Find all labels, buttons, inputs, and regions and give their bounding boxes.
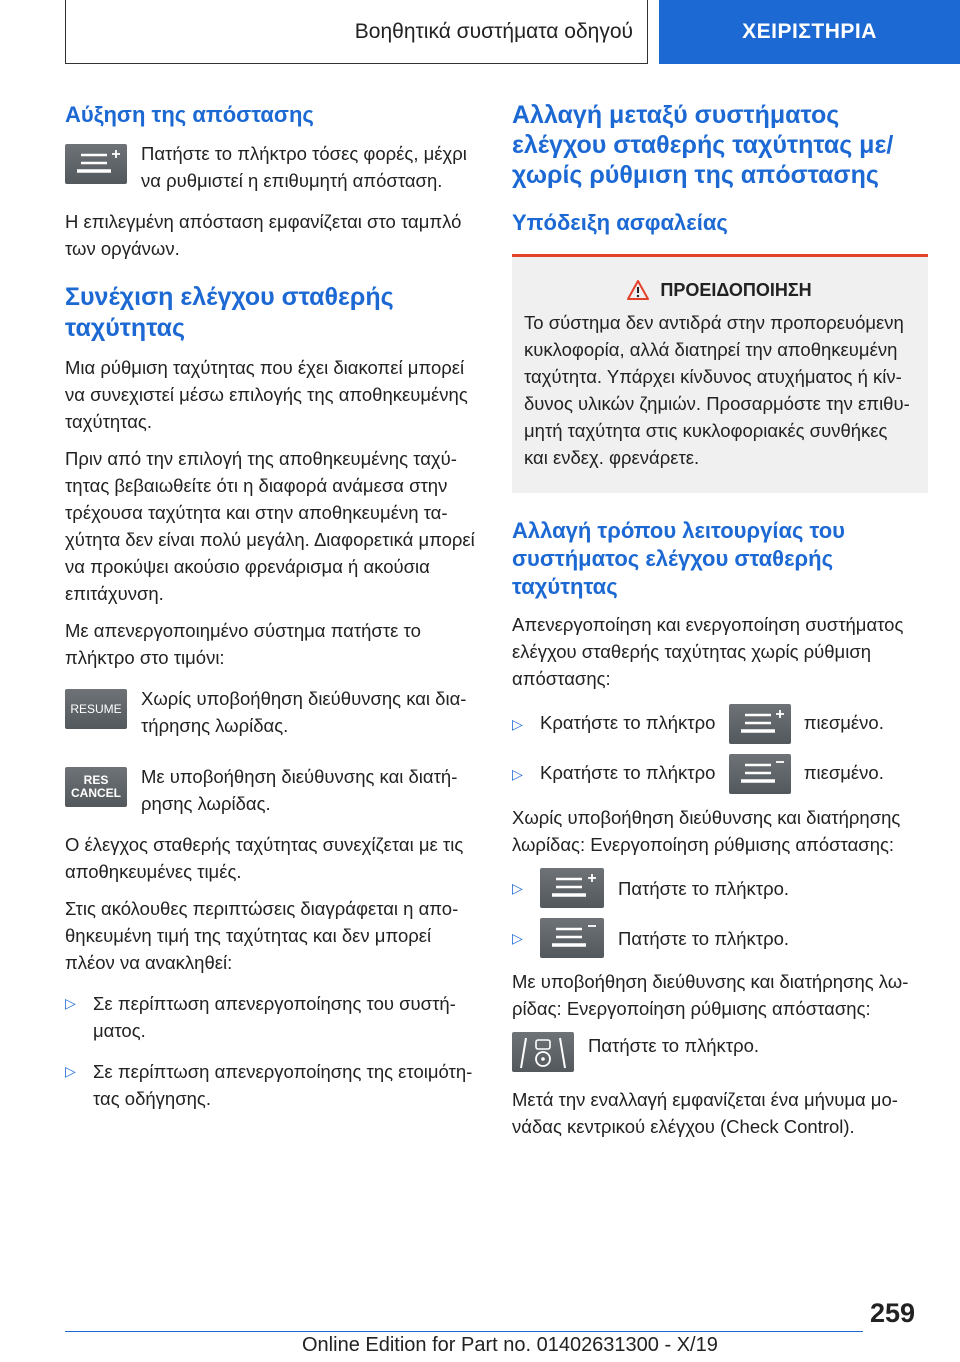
warning-text: Το σύστημα δεν αντιδρά στην προπορευόμενη κυκλοφορία, αλλά διατηρεί την αποθηκευμένη ταχύτητα. Υπάρχει κίνδυνος ατυχήματος ή κίνδυνος υλικών ζημιών. Προσαρμόστε την επιθυμητή ταχύτητα στις κυκλοφοριακές συνθήκες και ενδεχ. φρενάρετε.: [524, 312, 910, 468]
header-section-title: Βοηθητικά συστήματα οδηγού: [354, 19, 633, 43]
hold-suffix: πιεσμένο.: [803, 711, 884, 733]
distance-decrease-icon: [729, 754, 791, 794]
distance-decrease-icon: [540, 918, 604, 958]
page-number: 259: [870, 1298, 916, 1328]
continue-paragraph-1: Μια ρύθμιση ταχύτητας που έχει διακοπεί μπορεί να συνεχιστεί μέσω επιλογής της αποθηκευμένης ταχύτητας.: [65, 357, 468, 432]
resume-text: Χωρίς υποβοήθηση διεύθυνσης και διατήρησης λωρίδας.: [141, 688, 467, 736]
footer-divider: [65, 1331, 863, 1332]
distance-increase-icon: [540, 868, 604, 908]
continue-paragraph-3: Με απενεργοποιημένο σύστημα πατήστε το πλήκτρο στο τιμόνι:: [65, 620, 421, 668]
heading-increase-distance: Αύξηση της απόστασης: [65, 102, 314, 127]
warning-triangle-icon: [626, 279, 650, 301]
res-cancel-button-icon: [65, 767, 127, 807]
increase-text: Πατήστε το πλήκτρο τόσες φορές, μέχρι να ρυθμιστεί η επιθυμητή απόσταση.: [141, 143, 467, 191]
bullet-triangle-icon: ▷: [512, 715, 523, 732]
rescancel-key-line2: CANCEL: [71, 786, 121, 800]
steering-assist-row: [512, 1032, 928, 1072]
warning-title-row: [524, 279, 914, 301]
press-key-text: Πατήστε το πλήκτρο.: [618, 877, 790, 899]
hold-prefix: Κρατήστε το πλήκτρο: [540, 711, 716, 733]
list-item: [65, 990, 479, 1044]
list-item: [512, 704, 928, 744]
press-key-text: Πατήστε το πλήκτρο.: [618, 927, 790, 949]
rescancel-row: [65, 763, 479, 817]
after-change-text: Μετά την εναλλαγή εμφανίζεται ένα μήνυμα μονάδας κεντρικού ελέγχου (Check Control).: [512, 1089, 898, 1137]
left-column: [65, 100, 479, 1122]
without-assist-text: Χωρίς υποβοήθηση διεύθυνσης και διατήρησης λωρίδας: Ενεργοποίηση ρύθμισης απόστασης:: [512, 807, 901, 855]
heading-change-mode: Αλλαγή τρόπου λειτουργίας του συστήματος ελέγχου σταθερής ταχύτητας: [512, 518, 845, 599]
heading-safety-note: Υπόδειξη ασφαλείας: [512, 210, 728, 235]
mode-intro: Απενεργοποίηση και ενεργοποίηση συστήματος ελέγχου σταθερής ταχύτητας χωρίς ρύθμιση απόστασης:: [512, 614, 904, 689]
hold-suffix: πιεσμένο.: [803, 761, 884, 783]
rescancel-key-line1: RES: [83, 773, 109, 787]
header-chapter-tab: [659, 0, 960, 64]
resume-key-label: RESUME: [70, 701, 122, 716]
increase-row: [65, 140, 479, 194]
resume-button-icon: [65, 689, 127, 729]
warning-title: ΠΡΟΕΙΔΟΠΟΙΗΣΗ: [660, 279, 812, 300]
distance-increase-icon: [729, 704, 791, 744]
continue-paragraph-2: Πριν από την επιλογή της αποθηκευμένης ταχύτητας βεβαιωθείτε ότι η διαφορά ανάμεσα στην τρέχουσα ταχύτητα και στην αποθηκευμένη ταχύτητα δεν είναι πολύ μεγάλη. Διαφορετικά μπορεί να προκύψει ακούσιο φρενάρισμα ή ακούσια επιτάχυνση.: [65, 448, 475, 604]
header-chapter-title: ΧΕΙΡΙΣΤΗΡΙΑ: [742, 20, 877, 43]
continue-paragraph-5: Στις ακόλουθες περιπτώσεις διαγράφεται η αποθηκευμένη τιμή της ταχύτητας και δεν μπορεί πλέον να ανακληθεί:: [65, 898, 459, 973]
bullet-text: Σε περίπτωση απενεργοποίησης του συστήματος.: [93, 993, 456, 1041]
heading-continue-cruise: Συνέχιση ελέγχου σταθερής ταχύτητας: [65, 283, 394, 342]
right-column: [512, 100, 928, 1150]
hold-prefix: Κρατήστε το πλήκτρο: [540, 761, 716, 783]
list-item: [512, 868, 928, 908]
bullet-triangle-icon: ▷: [65, 1063, 76, 1079]
bullet-text: Σε περίπτωση απενεργοποίησης της ετοιμότητας οδήγησης.: [93, 1061, 473, 1109]
press-key-text: Πατήστε το πλήκτρο.: [588, 1035, 760, 1056]
heading-switch-systems: Αλλαγή μεταξύ συστήματος ελέγχου σταθερής ταχύτητας με/χωρίς ρύθμιση της απόστασης: [512, 101, 894, 189]
list-item: [65, 1058, 479, 1112]
distance-increase-icon: [65, 144, 127, 184]
list-item: [512, 918, 928, 958]
header-section-tab: [65, 0, 648, 64]
rescancel-text: Με υποβοήθηση διεύθυνσης και διατήρησης λωρίδας.: [141, 766, 458, 814]
bullet-triangle-icon: ▷: [512, 765, 523, 782]
with-assist-text: Με υποβοήθηση διεύθυνσης και διατήρησης λωρίδας: Ενεργοποίηση ρύθμισης απόστασης:: [512, 971, 909, 1019]
bullet-triangle-icon: ▷: [512, 879, 523, 896]
resume-row: [65, 685, 479, 739]
continue-paragraph-4: Ο έλεγχος σταθερής ταχύτητας συνεχίζεται με τις αποθηκευμένες τιμές.: [65, 834, 464, 882]
footer-edition: Online Edition for Part no. 01402631300 - X/19: [302, 1334, 718, 1356]
steering-assist-icon: [512, 1032, 574, 1072]
list-item: [512, 754, 928, 794]
increase-note: Η επιλεγμένη απόσταση εμφανίζεται στο ταμπλό των οργάνων.: [65, 211, 462, 259]
bullet-triangle-icon: ▷: [512, 929, 523, 946]
warning-box: [512, 254, 928, 493]
bullet-triangle-icon: ▷: [65, 995, 76, 1011]
